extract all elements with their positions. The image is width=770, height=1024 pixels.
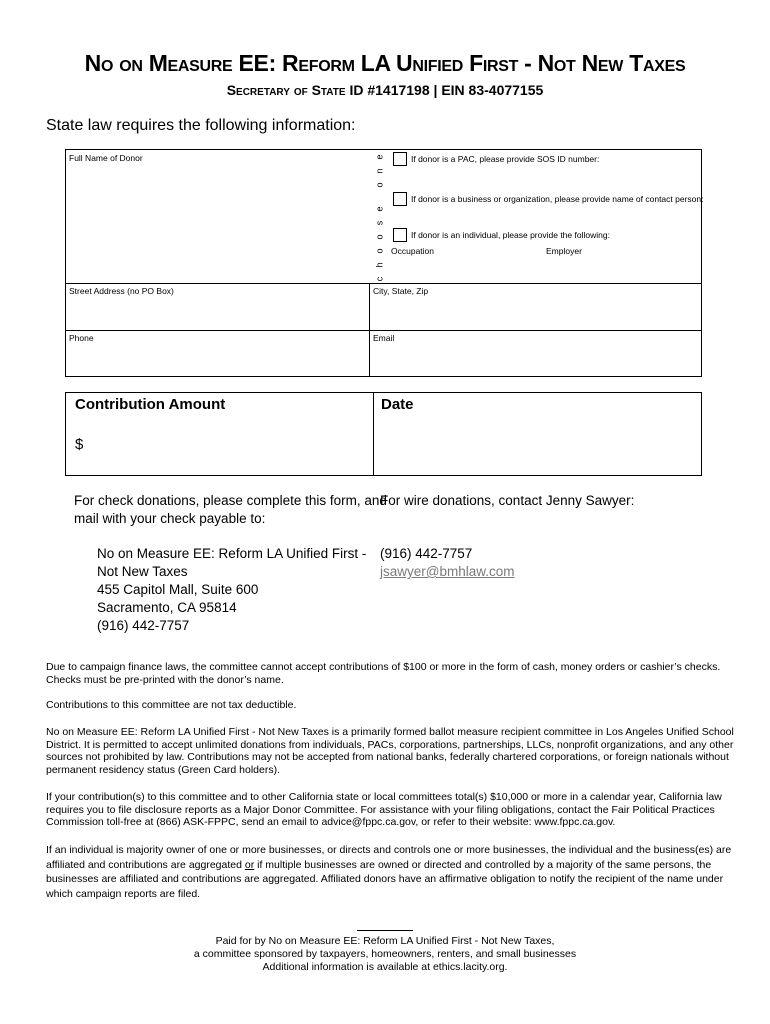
email-field[interactable]: Email — [373, 333, 395, 343]
disclaimer-line: businesses are affiliated and contributions are aggregated. Affiliated donors have an affirmative obligation to notify the recipient of the name under — [46, 873, 724, 885]
choose-one-char: c — [374, 276, 385, 282]
page-subtitle: Secretary of State ID #1417198 | EIN 83-4077155 — [226, 82, 544, 98]
full-name-field[interactable]: Full Name of Donor — [69, 153, 143, 163]
address-line: 455 Capitol Mall, Suite 600 — [97, 582, 259, 597]
address-line: Not New Taxes — [97, 564, 188, 579]
tax-disclaimer: Contributions to this committee are not tax deductible. — [46, 699, 297, 711]
mailing-address — [97, 545, 366, 635]
wire-email-link[interactable] — [380, 563, 515, 581]
disclaimer-line: permanent residency status (Green Card holders). — [46, 763, 281, 776]
disclaimer-line: Due to campaign finance laws, the committee cannot accept contributions of $100 or more in the form of cash, money orders or cashier’s checks. — [46, 661, 721, 673]
disclaimer-line — [46, 858, 726, 873]
individual-checkbox[interactable] — [393, 228, 407, 242]
footer-line: Paid for by No on Measure EE: Reform LA Unified First - Not New Taxes, — [215, 935, 555, 947]
choose-one-char: s — [374, 220, 385, 226]
business-checkbox[interactable] — [393, 192, 407, 206]
date-field[interactable]: Date — [381, 396, 414, 413]
choose-one-char: h — [374, 262, 385, 268]
address-line: Sacramento, CA 95814 — [97, 600, 237, 615]
divider — [65, 330, 702, 331]
paid-for-by — [0, 935, 770, 974]
occupation-field[interactable]: Occupation — [391, 246, 434, 256]
intro-text: State law requires the following information: — [46, 117, 356, 134]
disclaimer-line: sources not prohibited by law. Contributions may not be accepted from national banks, federally chartered corporations, or foreign nationals without — [46, 751, 729, 763]
disclaimer-line: which campaign reports are filed. — [46, 887, 201, 900]
phone-field[interactable]: Phone — [69, 333, 94, 343]
footer-rule — [357, 930, 413, 931]
disclaimer-line: Checks must be pre-printed with the donor’s name. — [46, 673, 284, 686]
individual-label: If donor is an individual, please provide the following: — [411, 230, 610, 240]
employer-field[interactable]: Employer — [546, 246, 582, 256]
disclaimer-line: If your contribution(s) to this committee and to other California state or local committees total(s) $10,000 or more in a calendar year, California law — [46, 791, 722, 803]
city-state-zip-field[interactable]: City, State, Zip — [373, 286, 429, 296]
address-line: (916) 442-7757 — [97, 618, 190, 633]
street-address-field[interactable]: Street Address (no PO Box) — [69, 286, 174, 296]
page-title: No on Measure EE: Reform LA Unified First - Not New Taxes — [84, 50, 686, 76]
currency-symbol: $ — [75, 436, 84, 453]
choose-one-char: o — [374, 182, 385, 188]
or-emphasis: or — [244, 858, 255, 871]
choose-one-char: e — [374, 206, 385, 212]
pac-label: If donor is a PAC, please provide SOS ID number: — [411, 154, 600, 164]
disclaimer-line: Commission toll-free at (866) ASK-FPPC, send an email to advice@fppc.ca.gov, or refer to their website: www.fppc.ca.gov. — [46, 816, 616, 828]
disclaimer-text: if multiple businesses are owned or directed and controlled by a majority of the same persons, the — [254, 858, 712, 871]
disclaimer-line: requires you to file disclosure reports as a Major Donor Committee. For assistance with your filing obligations, contact the Fair Political Practices — [46, 803, 715, 816]
divider — [369, 283, 370, 377]
business-label: If donor is a business or organization, please provide name of contact person: — [411, 194, 704, 204]
disclaimer-line: District. It is permitted to accept unlimited donations from individuals, PACs, corporations, partnerships, LLCs, nonprofit organizations, and any other — [46, 738, 734, 751]
footer-line: a committee sponsored by taxpayers, homeowners, renters, and small businesses — [193, 948, 577, 960]
footer-line: Additional information is available at ethics.lacity.org. — [262, 961, 508, 973]
check-instruction-line1: For check donations, please complete this form, and — [74, 493, 387, 508]
contribution-amount-field[interactable]: Contribution Amount — [75, 396, 226, 413]
committee-disclaimer — [46, 726, 734, 776]
disclaimer-text: affiliated and contributions are aggregated — [46, 858, 245, 871]
check-instruction-line2: mail with your check payable to: — [74, 511, 266, 526]
divider — [373, 392, 374, 476]
major-donor-disclaimer — [46, 791, 726, 829]
divider — [65, 283, 702, 284]
address-line: No on Measure EE: Reform LA Unified First - — [97, 546, 367, 561]
wire-phone: (916) 442-7757 — [380, 546, 473, 561]
wire-instruction: For wire donations, contact Jenny Sawyer: — [380, 493, 635, 508]
choose-one-label — [374, 152, 388, 282]
email-link[interactable]: jsawyer@bmhlaw.com — [380, 564, 515, 579]
disclaimer-line: No on Measure EE: Reform LA Unified First - Not New Taxes is a primarily formed ballot measure recipient committee in Los Angeles Unified School — [46, 726, 734, 738]
pac-checkbox[interactable] — [393, 152, 407, 166]
choose-one-char: o — [374, 248, 385, 254]
affiliated-disclaimer — [46, 843, 732, 901]
choose-one-char: n — [374, 168, 385, 174]
disclaimer-line: If an individual is majority owner of one or more businesses, or directs and controls one or more businesses, the individual and the business(es) are — [46, 844, 732, 856]
cash-disclaimer — [46, 661, 726, 686]
choose-one-char: o — [374, 234, 385, 240]
choose-one-char: e — [374, 154, 385, 160]
